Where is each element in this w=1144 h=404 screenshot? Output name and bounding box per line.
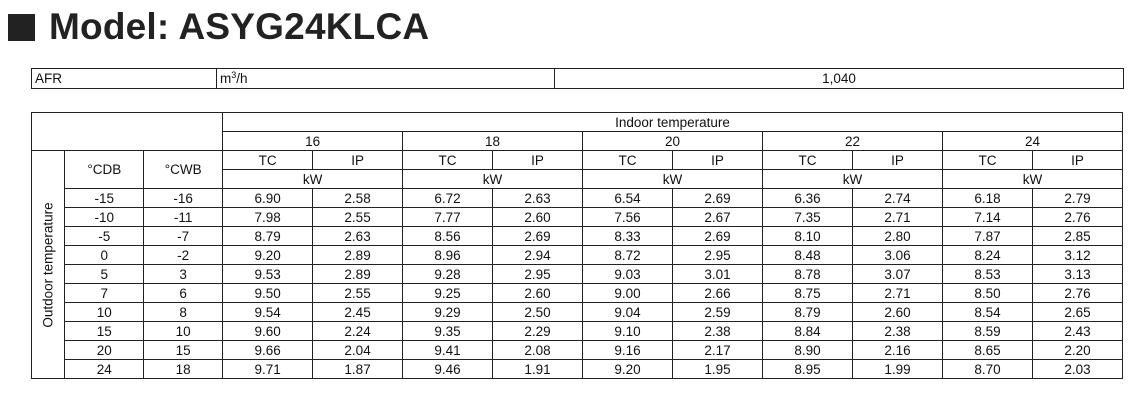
ip-header-1: IP (493, 151, 583, 170)
tc-value: 8.10 (763, 227, 853, 246)
cwb-value: 6 (144, 284, 223, 303)
tc-header-4: TC (942, 151, 1032, 170)
cdb-value: 5 (65, 265, 144, 284)
ip-value: 2.63 (313, 227, 403, 246)
tc-value: 7.35 (763, 208, 853, 227)
cdb-header: °CDB (65, 151, 144, 189)
indoor-temp-3: 22 (763, 132, 943, 151)
tc-value: 6.18 (942, 189, 1032, 208)
tc-value: 8.56 (403, 227, 493, 246)
tc-value: 9.20 (583, 360, 673, 379)
ip-value: 2.69 (673, 189, 763, 208)
tc-value: 9.46 (403, 360, 493, 379)
ip-value: 2.24 (313, 322, 403, 341)
cdb-value: 7 (65, 284, 144, 303)
tc-value: 9.71 (223, 360, 313, 379)
ip-value: 2.95 (673, 246, 763, 265)
tc-value: 9.29 (403, 303, 493, 322)
cwb-header: °CWB (144, 151, 223, 189)
ip-value: 2.59 (673, 303, 763, 322)
cdb-value: 10 (65, 303, 144, 322)
tc-value: 8.59 (942, 322, 1032, 341)
tc-value: 8.96 (403, 246, 493, 265)
tc-value: 6.54 (583, 189, 673, 208)
ip-value: 2.76 (1032, 208, 1122, 227)
cdb-value: 0 (65, 246, 144, 265)
ip-header-2: IP (673, 151, 763, 170)
ip-value: 1.99 (852, 360, 942, 379)
ip-value: 2.89 (313, 265, 403, 284)
ip-value: 2.29 (493, 322, 583, 341)
afr-row (32, 69, 1124, 89)
tc-value: 9.28 (403, 265, 493, 284)
tc-value: 8.90 (763, 341, 853, 360)
afr-unit-exp: 3 (231, 70, 237, 80)
cwb-value: 15 (144, 341, 223, 360)
table-row (32, 227, 1123, 246)
indoor-temp-0: 16 (223, 132, 403, 151)
table-row (32, 360, 1123, 379)
tc-value: 8.48 (763, 246, 853, 265)
tc-value: 8.24 (942, 246, 1032, 265)
ip-value: 2.38 (852, 322, 942, 341)
tc-value: 6.36 (763, 189, 853, 208)
table-row (32, 189, 1123, 208)
cwb-value: -2 (144, 246, 223, 265)
cwb-value: 8 (144, 303, 223, 322)
tc-value: 9.10 (583, 322, 673, 341)
ip-value: 2.43 (1032, 322, 1122, 341)
ip-value: 2.71 (852, 208, 942, 227)
table-row (32, 322, 1123, 341)
tc-value: 8.79 (763, 303, 853, 322)
ip-header-3: IP (852, 151, 942, 170)
black-square-icon (8, 14, 35, 41)
afr-table (31, 68, 1124, 89)
tc-value: 8.78 (763, 265, 853, 284)
tc-value: 7.56 (583, 208, 673, 227)
ip-value: 2.60 (852, 303, 942, 322)
tc-value: 8.65 (942, 341, 1032, 360)
tc-value: 8.54 (942, 303, 1032, 322)
cwb-value: -7 (144, 227, 223, 246)
ip-value: 3.06 (852, 246, 942, 265)
cwb-value: -16 (144, 189, 223, 208)
ip-value: 2.38 (673, 322, 763, 341)
tc-value: 7.77 (403, 208, 493, 227)
unit-kw-4: kW (942, 170, 1122, 189)
ip-value: 2.08 (493, 341, 583, 360)
tc-value: 9.66 (223, 341, 313, 360)
ip-value: 2.80 (852, 227, 942, 246)
ip-value: 1.95 (673, 360, 763, 379)
ip-value: 2.45 (313, 303, 403, 322)
ip-value: 2.65 (1032, 303, 1122, 322)
tc-value: 9.16 (583, 341, 673, 360)
ip-value: 2.85 (1032, 227, 1122, 246)
ip-value: 2.76 (1032, 284, 1122, 303)
ip-value: 1.87 (313, 360, 403, 379)
ip-value: 3.01 (673, 265, 763, 284)
tc-header-2: TC (583, 151, 673, 170)
tc-value: 8.53 (942, 265, 1032, 284)
cwb-value: 3 (144, 265, 223, 284)
indoor-temp-2: 20 (583, 132, 763, 151)
header-row-indoor (32, 113, 1123, 132)
ip-value: 2.58 (313, 189, 403, 208)
tc-value: 8.72 (583, 246, 673, 265)
ip-value: 3.12 (1032, 246, 1122, 265)
ip-value: 2.04 (313, 341, 403, 360)
tc-value: 9.41 (403, 341, 493, 360)
tc-header-3: TC (763, 151, 853, 170)
afr-unit-base: m (220, 71, 232, 86)
ip-value: 2.94 (493, 246, 583, 265)
cdb-value: 20 (65, 341, 144, 360)
tc-value: 9.03 (583, 265, 673, 284)
tc-value: 9.50 (223, 284, 313, 303)
ip-value: 2.55 (313, 284, 403, 303)
table-row (32, 341, 1123, 360)
table-row (32, 303, 1123, 322)
capacity-table (31, 112, 1123, 379)
tc-value: 8.70 (942, 360, 1032, 379)
unit-kw-3: kW (763, 170, 943, 189)
ip-value: 2.67 (673, 208, 763, 227)
ip-value: 2.69 (493, 227, 583, 246)
afr-unit (217, 69, 555, 89)
tc-value: 8.95 (763, 360, 853, 379)
tc-value: 7.14 (942, 208, 1032, 227)
unit-kw-1: kW (403, 170, 583, 189)
ip-value: 2.03 (1032, 360, 1122, 379)
header-row-tcip (32, 151, 1123, 170)
tc-header-0: TC (223, 151, 313, 170)
page-title-block (8, 4, 429, 50)
ip-value: 2.20 (1032, 341, 1122, 360)
ip-header-4: IP (1032, 151, 1122, 170)
ip-value: 3.07 (852, 265, 942, 284)
cdb-value: -15 (65, 189, 144, 208)
tc-header-1: TC (403, 151, 493, 170)
tc-value: 6.90 (223, 189, 313, 208)
ip-value: 2.16 (852, 341, 942, 360)
tc-value: 9.20 (223, 246, 313, 265)
cdb-value: -10 (65, 208, 144, 227)
tc-value: 8.33 (583, 227, 673, 246)
outdoor-temperature-cell (32, 151, 65, 379)
tc-value: 7.98 (223, 208, 313, 227)
ip-value: 2.95 (493, 265, 583, 284)
ip-value: 2.69 (673, 227, 763, 246)
indoor-temp-4: 24 (942, 132, 1122, 151)
ip-value: 2.60 (493, 208, 583, 227)
ip-value: 2.17 (673, 341, 763, 360)
cwb-value: 18 (144, 360, 223, 379)
indoor-temp-1: 18 (403, 132, 583, 151)
cwb-value: -11 (144, 208, 223, 227)
unit-kw-0: kW (223, 170, 403, 189)
ip-value: 2.50 (493, 303, 583, 322)
table-row (32, 284, 1123, 303)
indoor-temperature-label: Indoor temperature (223, 113, 1123, 132)
tc-value: 8.84 (763, 322, 853, 341)
ip-value: 2.60 (493, 284, 583, 303)
tc-value: 8.50 (942, 284, 1032, 303)
table-row (32, 208, 1123, 227)
tc-value: 9.60 (223, 322, 313, 341)
ip-header-0: IP (313, 151, 403, 170)
cdb-value: 24 (65, 360, 144, 379)
tc-value: 9.54 (223, 303, 313, 322)
table-row (32, 246, 1123, 265)
tc-value: 9.04 (583, 303, 673, 322)
tc-value: 6.72 (403, 189, 493, 208)
afr-label: AFR (32, 69, 217, 89)
page-title: Model: ASYG24KLCA (49, 6, 430, 47)
ip-value: 3.13 (1032, 265, 1122, 284)
ip-value: 2.63 (493, 189, 583, 208)
tc-value: 8.79 (223, 227, 313, 246)
tc-value: 8.75 (763, 284, 853, 303)
afr-value: 1,040 (555, 69, 1124, 89)
tc-value: 7.87 (942, 227, 1032, 246)
ip-value: 1.91 (493, 360, 583, 379)
ip-value: 2.71 (852, 284, 942, 303)
cwb-value: 10 (144, 322, 223, 341)
ip-value: 2.66 (673, 284, 763, 303)
ip-value: 2.74 (852, 189, 942, 208)
ip-value: 2.55 (313, 208, 403, 227)
ip-value: 2.89 (313, 246, 403, 265)
ip-value: 2.79 (1032, 189, 1122, 208)
tc-value: 9.25 (403, 284, 493, 303)
tc-value: 9.53 (223, 265, 313, 284)
tc-value: 9.00 (583, 284, 673, 303)
corner-blank (32, 113, 223, 151)
cdb-value: 15 (65, 322, 144, 341)
unit-kw-2: kW (583, 170, 763, 189)
cdb-value: -5 (65, 227, 144, 246)
tc-value: 9.35 (403, 322, 493, 341)
table-row (32, 265, 1123, 284)
afr-unit-tail: /h (236, 71, 248, 86)
outdoor-temperature-label: Outdoor temperature (40, 201, 56, 328)
